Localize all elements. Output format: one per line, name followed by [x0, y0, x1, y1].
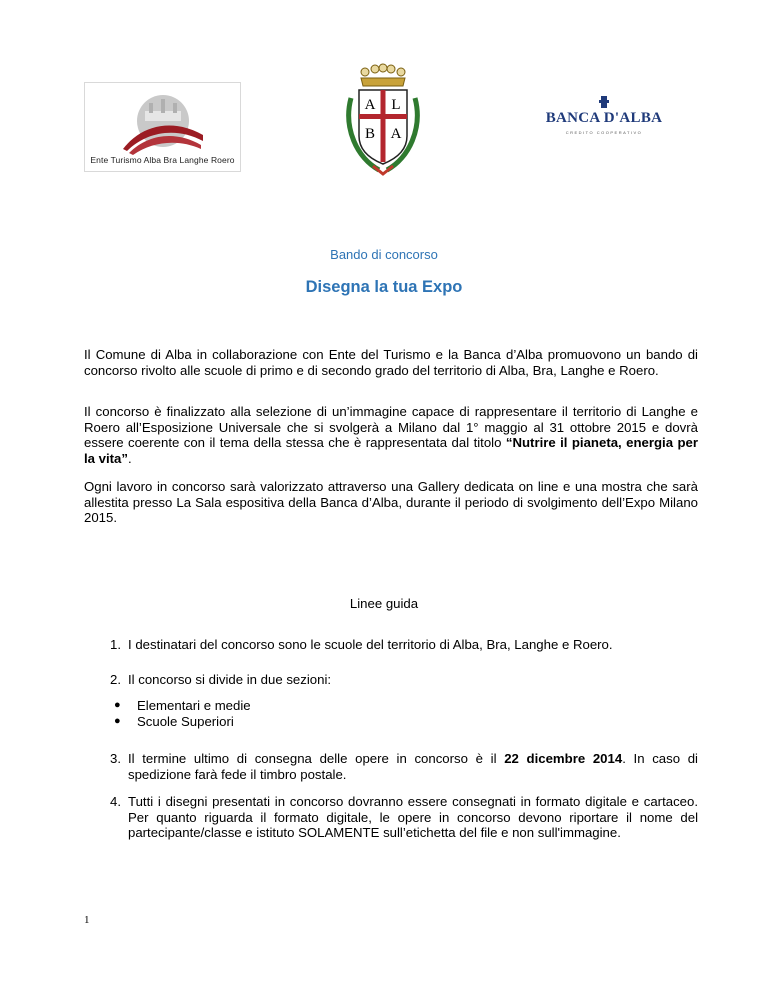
ente-turismo-logo	[84, 82, 241, 172]
bullet-text: Elementari e medie	[137, 698, 251, 713]
bullet-item	[114, 698, 251, 714]
item-number: 1.	[110, 637, 121, 652]
item-text: I destinatari del concorso sono le scuole del territorio di Alba, Bra, Langhe e Roero.	[128, 637, 613, 652]
guideline-item	[110, 794, 698, 841]
deadline-note: . In caso di spedizione farà fede il timbro postale.	[128, 751, 698, 782]
intro-paragraph: Il Comune di Alba in collaborazione con Ente del Turismo e la Banca d’Alba promuovono un bando di concorso rivolto alle scuole di primo e di secondo grado del territorio di Alba, Bra, Langhe e Roero.	[84, 347, 698, 378]
guideline-item	[110, 637, 698, 653]
guideline-item	[110, 751, 698, 782]
crown-shield-icon	[333, 58, 433, 178]
bullet-item	[114, 714, 234, 730]
item-text: Tutti i disegni presentati in concorso dovranno essere consegnati in formato digitale e cartaceo. Per quanto riguarda il formato digitale, le opere in concorso devono riportare il nome del partecipante/classe e istituto SOLAMENTE sull’etichetta del file e non sull'immagine.	[128, 794, 698, 840]
expo-theme: “Nutrire il pianeta, energia per la vita”	[84, 435, 698, 466]
crest-letter-a1: A	[364, 97, 376, 113]
item-number: 4.	[110, 794, 121, 809]
bullet-icon: ●	[114, 699, 121, 711]
item-number: 3.	[110, 751, 121, 766]
banca-tower-icon	[596, 94, 612, 110]
bullet-text: Scuole Superiori	[137, 714, 234, 729]
banca-dalba-logo	[544, 104, 664, 140]
item-text	[128, 751, 698, 782]
gallery-paragraph: Ogni lavoro in concorso sarà valorizzato attraverso una Gallery dedicata on line e una mostra che sarà allestita presso La Sala espositiva della Banca d’Alba, durante il periodo di svolgimento dell’Expo Milano 2015.	[84, 479, 698, 525]
purpose-end: .	[127, 450, 132, 466]
deadline-date: 22 dicembre 2014	[504, 751, 623, 766]
banca-name: BANCA D'ALBA	[545, 110, 663, 126]
crest-letter-a2: A	[390, 126, 402, 142]
crest-letter-b: B	[364, 126, 376, 142]
guidelines-title: Linee guida	[349, 596, 419, 611]
page-number: 1	[84, 914, 90, 926]
purpose-paragraph	[84, 404, 698, 466]
deadline-text: Il termine ultimo di consegna delle opere in concorso è il	[128, 751, 497, 766]
item-text: Il concorso si divide in due sezioni:	[128, 672, 332, 687]
banca-tagline: CREDITO COOPERATIVO	[565, 130, 643, 135]
document-label: Bando di concorso	[330, 247, 438, 262]
document-title: Disegna la tua Expo	[305, 278, 463, 296]
guideline-item	[110, 672, 698, 688]
ente-turismo-caption: Ente Turismo Alba Bra Langhe Roero	[90, 155, 235, 165]
bullet-icon: ●	[114, 715, 121, 727]
crest-letter-l: L	[391, 97, 401, 113]
purpose-text: Il concorso è finalizzato alla selezione di un’immagine capace di rappresentare il territorio di Langhe e Roero all’Esposizione Universale che si svolgerà a Milano dal 1° maggio al 31 ottobre 2015 e dovrà essere coerente con il tema della stessa che è rappresentata dal titolo	[84, 404, 698, 450]
item-number: 2.	[110, 672, 121, 687]
alba-coat-of-arms	[333, 58, 433, 178]
